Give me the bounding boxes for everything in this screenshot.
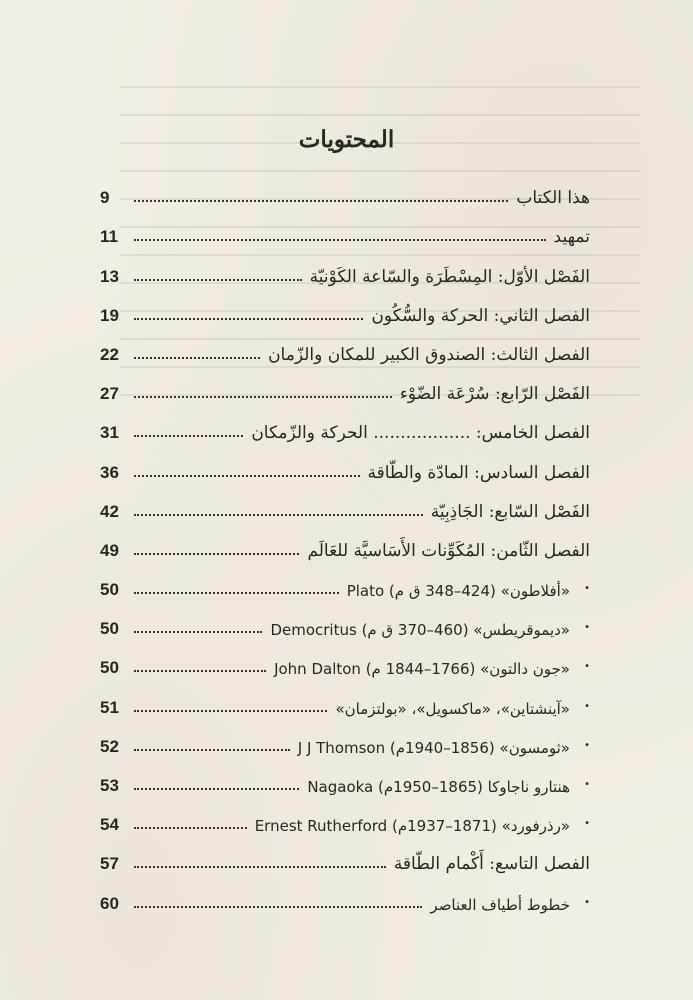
toc-entry[interactable] <box>100 642 590 681</box>
dot-leader <box>134 514 423 516</box>
dot-leader <box>134 357 260 359</box>
bullet-icon: • <box>584 700 590 712</box>
entry-title: «جون دالتون» (1766–1844 م) John Dalton <box>274 660 570 679</box>
toc-entry[interactable] <box>100 290 590 329</box>
toc-entry[interactable] <box>100 250 590 289</box>
page-number: 31 <box>100 423 119 443</box>
toc-entry[interactable] <box>100 368 590 407</box>
dot-leader <box>134 553 299 555</box>
toc-entry[interactable] <box>100 446 590 485</box>
bullet-icon: • <box>584 739 590 751</box>
toc-entry[interactable] <box>100 799 590 838</box>
dot-leader <box>134 866 386 868</box>
dot-leader <box>134 788 299 790</box>
dot-leader <box>134 279 302 281</box>
page-title: المحتويات <box>298 126 395 153</box>
bullet-icon: • <box>584 818 590 830</box>
page-number: 50 <box>100 619 119 639</box>
page-number: 52 <box>100 736 119 756</box>
page-number: 11 <box>100 227 118 247</box>
toc-entry[interactable] <box>100 877 590 916</box>
dot-leader <box>134 435 243 437</box>
page-number: 9 <box>100 188 110 208</box>
toc-entry[interactable] <box>100 486 590 525</box>
page-number: 13 <box>100 266 119 286</box>
table-of-contents <box>100 172 590 917</box>
toc-entry[interactable] <box>100 681 590 720</box>
toc-entry[interactable] <box>100 760 590 799</box>
entry-title: «ثومسون» (1856–1940م) J J Thomson <box>297 738 570 757</box>
entry-title: هذا الكتاب <box>516 188 590 209</box>
bullet-icon: • <box>584 583 590 595</box>
entry-title: هنتارو ناجاوكا (1865–1950م) Nagaoka <box>307 778 570 796</box>
page-number: 50 <box>100 580 119 600</box>
dot-leader <box>134 396 392 398</box>
entry-title: «ديموقريطس» (460–370 ق م) Democritus <box>270 621 570 640</box>
bullet-icon: • <box>584 779 590 790</box>
dot-leader <box>134 631 262 633</box>
entry-title: تمهيد <box>553 227 590 248</box>
toc-entry[interactable] <box>100 172 590 211</box>
bullet-icon: • <box>584 622 590 634</box>
entry-title: الفصل الثاني: الحركة والسُّكُون <box>371 305 590 326</box>
dot-leader <box>134 239 546 241</box>
page-number: 27 <box>100 384 119 404</box>
entry-title: الفصل الثالث: الصندوق الكبير للمكان والزّمان <box>268 344 590 365</box>
entry-title: «رذرفورد» (1871–1937م) Ernest Rutherford <box>254 817 570 836</box>
entry-title: الفَصْل الرّابع: سُرْعَة الضّوْء <box>399 384 590 405</box>
entry-title: الفصل التاسع: أَكْمام الطّاقة <box>393 854 590 875</box>
page-number: 42 <box>100 501 119 521</box>
page-number: 36 <box>100 462 119 482</box>
entry-title: خطوط أطياف العناصر <box>430 895 570 914</box>
page-number: 51 <box>100 697 119 717</box>
page-number: 60 <box>100 893 119 913</box>
dot-leader <box>134 749 290 751</box>
dot-leader <box>134 318 363 320</box>
page-number: 54 <box>100 815 119 835</box>
dot-leader <box>134 710 327 712</box>
entry-title: الفصل الثّامن: المُكَوِّنات الأَسَاسيَّة للعَالَم <box>307 540 590 561</box>
entry-title: «آينشتاين»، «ماكسويل»، «بولتزمان» <box>335 699 570 718</box>
entry-title: الفَصْل السّابع: الجَاذِبِيّة <box>430 501 590 522</box>
entry-title: الفصل السادس: المادّة والطّاقة <box>367 462 590 483</box>
toc-entry[interactable] <box>100 603 590 642</box>
dot-leader <box>134 475 360 477</box>
page-number: 19 <box>100 305 119 325</box>
page-number: 53 <box>100 776 119 795</box>
toc-entry[interactable] <box>100 211 590 250</box>
entry-title: «أفلاطون» (424–348 ق م) Plato <box>346 582 570 601</box>
dot-leader <box>134 670 266 672</box>
toc-entry[interactable] <box>100 838 590 877</box>
bullet-icon: • <box>584 896 590 908</box>
dot-leader <box>134 906 422 908</box>
page-number: 22 <box>100 344 119 364</box>
toc-entry[interactable] <box>100 721 590 760</box>
dot-leader <box>134 592 339 594</box>
page-number: 57 <box>100 854 119 874</box>
page-number: 50 <box>100 658 119 678</box>
entry-title: الفَصْل الأوّل: المِسْطَرَة والسّاعة الكَوْنيّة <box>309 266 590 287</box>
dot-leader <box>134 827 247 829</box>
toc-entry[interactable] <box>100 407 590 446</box>
bullet-icon: • <box>584 661 590 673</box>
page-number: 49 <box>100 540 119 560</box>
toc-entry[interactable] <box>100 329 590 368</box>
dot-leader <box>134 200 508 202</box>
toc-entry[interactable] <box>100 564 590 603</box>
toc-entry[interactable] <box>100 525 590 564</box>
entry-title: الفصل الخامس: .................. الحركة والزّمكان <box>251 423 590 444</box>
